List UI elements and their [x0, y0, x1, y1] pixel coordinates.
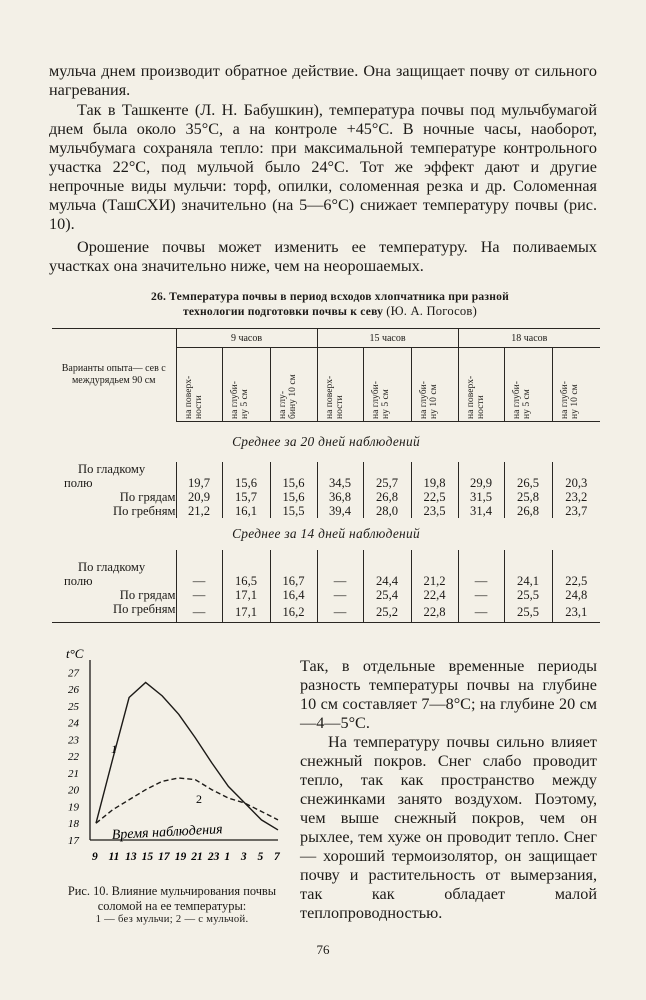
- section-heading-20-days: Среднее за 20 дней наблюдений: [232, 434, 420, 449]
- cell: 20,9: [176, 490, 222, 504]
- cell: 23,7: [552, 504, 600, 518]
- section-heading-14-days: Среднее за 14 дней наблюдений: [232, 526, 420, 541]
- y-tick-label: 19: [68, 801, 79, 814]
- cell: 16,5: [222, 574, 270, 588]
- cell: —: [176, 602, 222, 623]
- cell: 21,2: [176, 504, 222, 518]
- cell: 16,4: [270, 588, 317, 602]
- series-2-line: [96, 778, 278, 823]
- table-title-line1: 26. Температура почвы в период всходов хлопчатника при разной: [150, 290, 510, 303]
- figure-legend: 1 — без мульчи; 2 — с мульчой.: [95, 914, 249, 925]
- cell: 24,4: [363, 574, 411, 588]
- cell: 26,5: [504, 476, 552, 490]
- y-tick-label: 25: [68, 700, 79, 713]
- x-tick-label: 19: [174, 851, 187, 863]
- y-tick-label: 26: [68, 684, 79, 697]
- figure-10-chart: [52, 640, 294, 866]
- cell: 34,5: [317, 476, 363, 490]
- subheader-18-10cm: на глуби- ну 10 см: [558, 381, 580, 419]
- subheader-15-10cm: на глуби- ну 10 см: [417, 381, 439, 419]
- cell: —: [317, 588, 363, 602]
- paragraph-intro-1: мульча днем производит обратное действие. Она защищает почву от сильного нагревания.: [49, 62, 597, 99]
- cell: 17,1: [222, 602, 270, 623]
- table-source: (Ю. А. Погосов): [386, 304, 477, 318]
- variant-header: Варианты опыта— сев с междурядьем 90 см: [61, 363, 166, 387]
- cell: 25,5: [504, 602, 552, 623]
- row-label-smooth-1: По гладкому: [78, 462, 146, 476]
- series-1-label: 1: [111, 742, 117, 756]
- paragraph-intro-3: Орошение почвы может изменить ее температуру. На поливаемых участках она значительно ниже, чем на неорошаемых.: [49, 238, 597, 275]
- cell: —: [458, 574, 504, 588]
- cell: 36,8: [317, 490, 363, 504]
- row-label-ridge: По грядам: [119, 490, 176, 504]
- cell: 19,8: [411, 476, 458, 490]
- cell: 26,8: [363, 490, 411, 504]
- cell: 15,6: [222, 476, 270, 490]
- subheader-9-10cm: на глу- бину 10 см: [276, 374, 298, 419]
- cell: 16,2: [270, 602, 317, 623]
- y-tick-label: 24: [68, 717, 79, 730]
- cell: 29,9: [458, 476, 504, 490]
- cell: 31,4: [458, 504, 504, 518]
- cell: 25,5: [504, 588, 552, 602]
- x-tick-label: 7: [274, 851, 280, 863]
- cell: 16,7: [270, 574, 317, 588]
- row-label-smooth-1b: По гладкому: [78, 560, 146, 574]
- temperature-table: [52, 328, 600, 623]
- table-row: [52, 490, 600, 504]
- table-row: [52, 476, 600, 490]
- cell: —: [176, 588, 222, 602]
- cell: 15,7: [222, 490, 270, 504]
- cell: 15,5: [270, 504, 317, 518]
- cell: 26,8: [504, 504, 552, 518]
- subheader-15-surface: на поверх- ности: [323, 375, 345, 419]
- cell: 24,1: [504, 574, 552, 588]
- cell: 17,1: [222, 588, 270, 602]
- chart-y-axis-label: t°C: [66, 646, 84, 661]
- x-tick-label: 1: [224, 851, 231, 863]
- cell: 28,0: [363, 504, 411, 518]
- table-row: [52, 602, 600, 623]
- x-tick-label: 13: [125, 851, 137, 863]
- cell: 24,8: [552, 588, 600, 602]
- cell: 15,6: [270, 476, 317, 490]
- series-1-line: [96, 682, 278, 830]
- cell: —: [458, 602, 504, 623]
- subheader-18-5cm: на глуби- ну 5 см: [510, 381, 532, 419]
- paragraph-right-2: На температуру почвы сильно влияет снежный покров. Снег слабо проводит тепло, так как пространство между снежинками занято воздухом. Поэтому, чем выше снежный покров, чем он рыхлее, тем хуже он проводит тепло. Снег — хороший термоизолятор, он защищает почву и растительность от вымерзания, так как обладает малой теплопроводностью.: [300, 733, 597, 922]
- row-label-smooth-2b: полю: [64, 574, 93, 588]
- cell: 23,2: [552, 490, 600, 504]
- chart-x-ticks: [92, 851, 281, 863]
- y-tick-label: 17: [68, 835, 79, 847]
- y-tick-label: 20: [68, 784, 79, 797]
- table-title-line2: технологии подготовки почвы к севу: [183, 305, 384, 318]
- cell: 25,8: [504, 490, 552, 504]
- cell: 39,4: [317, 504, 363, 518]
- x-tick-label: 11: [108, 851, 120, 863]
- x-tick-label: 21: [191, 851, 203, 863]
- page-number: 76: [316, 942, 330, 957]
- table-row: [52, 588, 600, 602]
- chart-y-ticks: [68, 667, 80, 847]
- chart-axes: [90, 660, 278, 840]
- cell: —: [317, 602, 363, 623]
- cell: 21,2: [411, 574, 458, 588]
- x-tick-label: 15: [141, 851, 154, 863]
- cell: 22,4: [411, 588, 458, 602]
- y-tick-label: 18: [68, 818, 79, 831]
- row-label-crest: По гребням: [112, 504, 176, 518]
- chart-x-axis-label: Время наблюдения: [111, 822, 223, 843]
- cell: 25,7: [363, 476, 411, 490]
- subheader-18-surface: на поверх- ности: [464, 375, 486, 419]
- cell: —: [176, 574, 222, 588]
- cell: 22,8: [411, 602, 458, 623]
- cell: —: [458, 588, 504, 602]
- cell: 23,1: [552, 602, 600, 623]
- cell: 16,1: [222, 504, 270, 518]
- y-tick-label: 23: [68, 734, 79, 747]
- cell: —: [317, 574, 363, 588]
- time-header-18: 18 часов: [458, 329, 600, 348]
- x-tick-label: 23: [207, 851, 220, 863]
- y-tick-label: 22: [68, 751, 79, 764]
- subheader-9-5cm: на глуби- ну 5 см: [228, 381, 250, 419]
- cell: 20,3: [552, 476, 600, 490]
- figure-caption: Рис. 10. Влияние мульчирования почвы соломой на ее температуры:: [67, 884, 277, 913]
- row-label-smooth-2: полю: [64, 476, 93, 490]
- paragraph-right-1: Так, в отдельные временные периоды разность температуры почвы на глубине 10 см составляет 7—8°С; на глубине 20 см —4—5°С.: [300, 657, 597, 732]
- paragraph-intro-2: Так в Ташкенте (Л. Н. Бабушкин), температура почвы под мульчбумагой днем была около 35°С, а на контроле +45°С. В ночные часы, наоборот, мульчбумага сохраняла тепло: при максимальной температуре контрольного участка 22°С, под мульчой было 24°С. Тот же эффект дают и другие непрочные виды мульчи: торф, опилки, соломенная резка и др. Соломенная мульча (ТашСХИ) значительно (на 5—6°С) снижает температуру почвы (рис. 10).: [49, 101, 597, 233]
- cell: 22,5: [411, 490, 458, 504]
- chart-series: [96, 682, 278, 830]
- row-label-crest-b: По гребням: [52, 602, 176, 623]
- series-2-label: 2: [196, 792, 202, 806]
- table-title: [75, 289, 585, 319]
- x-tick-label: 17: [158, 851, 170, 863]
- time-header-9: 9 часов: [176, 329, 317, 348]
- x-tick-label: 3: [240, 851, 247, 863]
- time-header-15: 15 часов: [317, 329, 458, 348]
- y-tick-label: 21: [68, 767, 79, 780]
- y-tick-label: 27: [68, 667, 79, 680]
- x-tick-label: 5: [257, 851, 264, 863]
- cell: 15,6: [270, 490, 317, 504]
- table-row: [52, 574, 600, 588]
- table-row: [52, 504, 600, 518]
- cell: 23,5: [411, 504, 458, 518]
- cell: 25,2: [363, 602, 411, 623]
- cell: 19,7: [176, 476, 222, 490]
- cell: 25,4: [363, 588, 411, 602]
- row-label-ridge-b: По грядам: [119, 588, 176, 602]
- cell: 31,5: [458, 490, 504, 504]
- subheader-9-surface: на поверх- ности: [182, 375, 204, 419]
- x-tick-label: 9: [92, 851, 98, 863]
- cell: 22,5: [552, 574, 600, 588]
- subheader-15-5cm: на глуби- ну 5 см: [369, 381, 391, 419]
